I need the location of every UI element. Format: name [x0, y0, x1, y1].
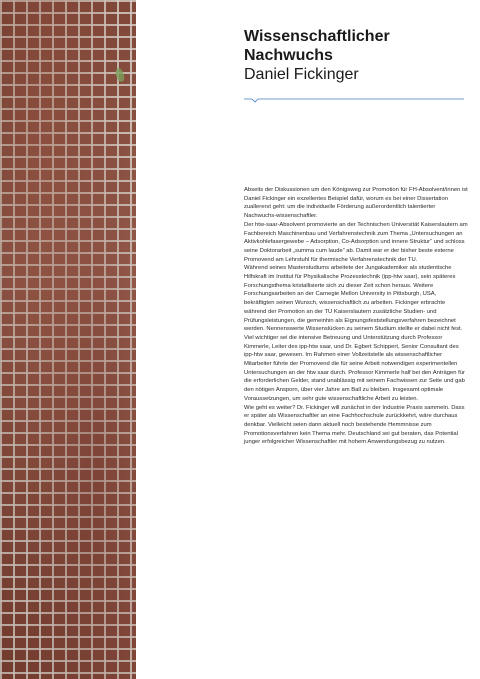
- page-title: Wissenschaftlicher Nachwuchs: [244, 28, 390, 64]
- paragraph-outlook: Wie geht es weiter? Dr. Fickinger will zunächst in der Industrie Praxis sammeln. Dass er später als Wissenschaftler an eine Fachhochschule zurückkehrt, wäre durchaus denkbar. Vielleicht seien dann aktuell noch bestehende Hemmnisse zum Promotionsverfahren kein Thema mehr. Deutschland sei gut beraten, das Potential junger erfolgreicher Wissenschaftler mit hohem Anwendungsbezug zu nutzen.: [244, 404, 465, 446]
- photo-shading: [0, 0, 136, 679]
- paragraph-promotion: Der htw-saar-Absolvent promovierte an der Technischen Universität Kaiserslautern am Fachbereich Maschinenbau und Verfahrenstechnik zum Thema „Untersuchungen an Aktivkohlefasergewebe – Adsorption, Co-Adsorption und innere Struktur“ und schloss seine Doktorarbeit „summa cum laude“ ab. Damit war er der bisher beste externe Promovend am Lehrstuhl für thermische Verfahrenstechnik der TU.: [244, 221, 468, 263]
- article-body: [244, 186, 468, 447]
- paragraph-intro: Abseits der Diskussionen um den Königsweg zur Promotion für FH-Absolvent/innen ist Daniel Fickinger ein exzellentes Beispiel dafür, worum es bei einer Dissertation zuallererst geht: um die individuelle Förderung außerordentlich talentierter Nachwuchs-wissenschaftler.: [244, 187, 468, 220]
- author-name: Daniel Fickinger: [244, 66, 359, 83]
- divider-rule: [244, 96, 464, 104]
- paragraph-support: Viel wichtiger sei die intensive Betreuung und Unterstützung durch Professor Kimmerle, Leiter des ipp-htw saar, und Dr. Egbert Schippert, Senior Consultant des ipp-htw saar, gewesen. Im Rahmen einer Vollzeitstelle als wissenschaftlicher Mitarbeiter führte der Promovend die für seine Arbeit notwendigen experimentellen Untersuchungen an der htw saar durch. Professor Kimmerle half bei den Anträgen für die erforderlichen Gelder, stand unablässig mit seinem Fachwissen zur Seite und gab den nötigen Ansporn, über vier Jahre am Ball zu bleiben. Insgesamt optimale Voraussetzungen, um sehr gute wissenschaftliche Arbeit zu leisten.: [244, 334, 465, 402]
- paragraph-master: Während seines Masterstudiums arbeitete der Jungakademiker als studentische Hilfskraft im Institut für Physikalische Prozesstechnik (ipp-htw saar), sein späteres Forschungsthema kristallisierte sich zu dieser Zeit schon heraus. Weitere Forschungsarbeiten an der Carnegie Mellon University in Pittsburgh, USA, bekräftigten seinen Wunsch, wissenschaftlich zu arbeiten. Fickinger erbrachte während der Promotion an der TU Kaiserslautern zusätzliche Studien- und Prüfungsleistungen, die gemeinhin als Eignungsfeststellungsverfahren bezeichnet werden. Nennenswerte Wissenslücken zu seinem Studium stellte er dabei nicht fest.: [244, 265, 463, 333]
